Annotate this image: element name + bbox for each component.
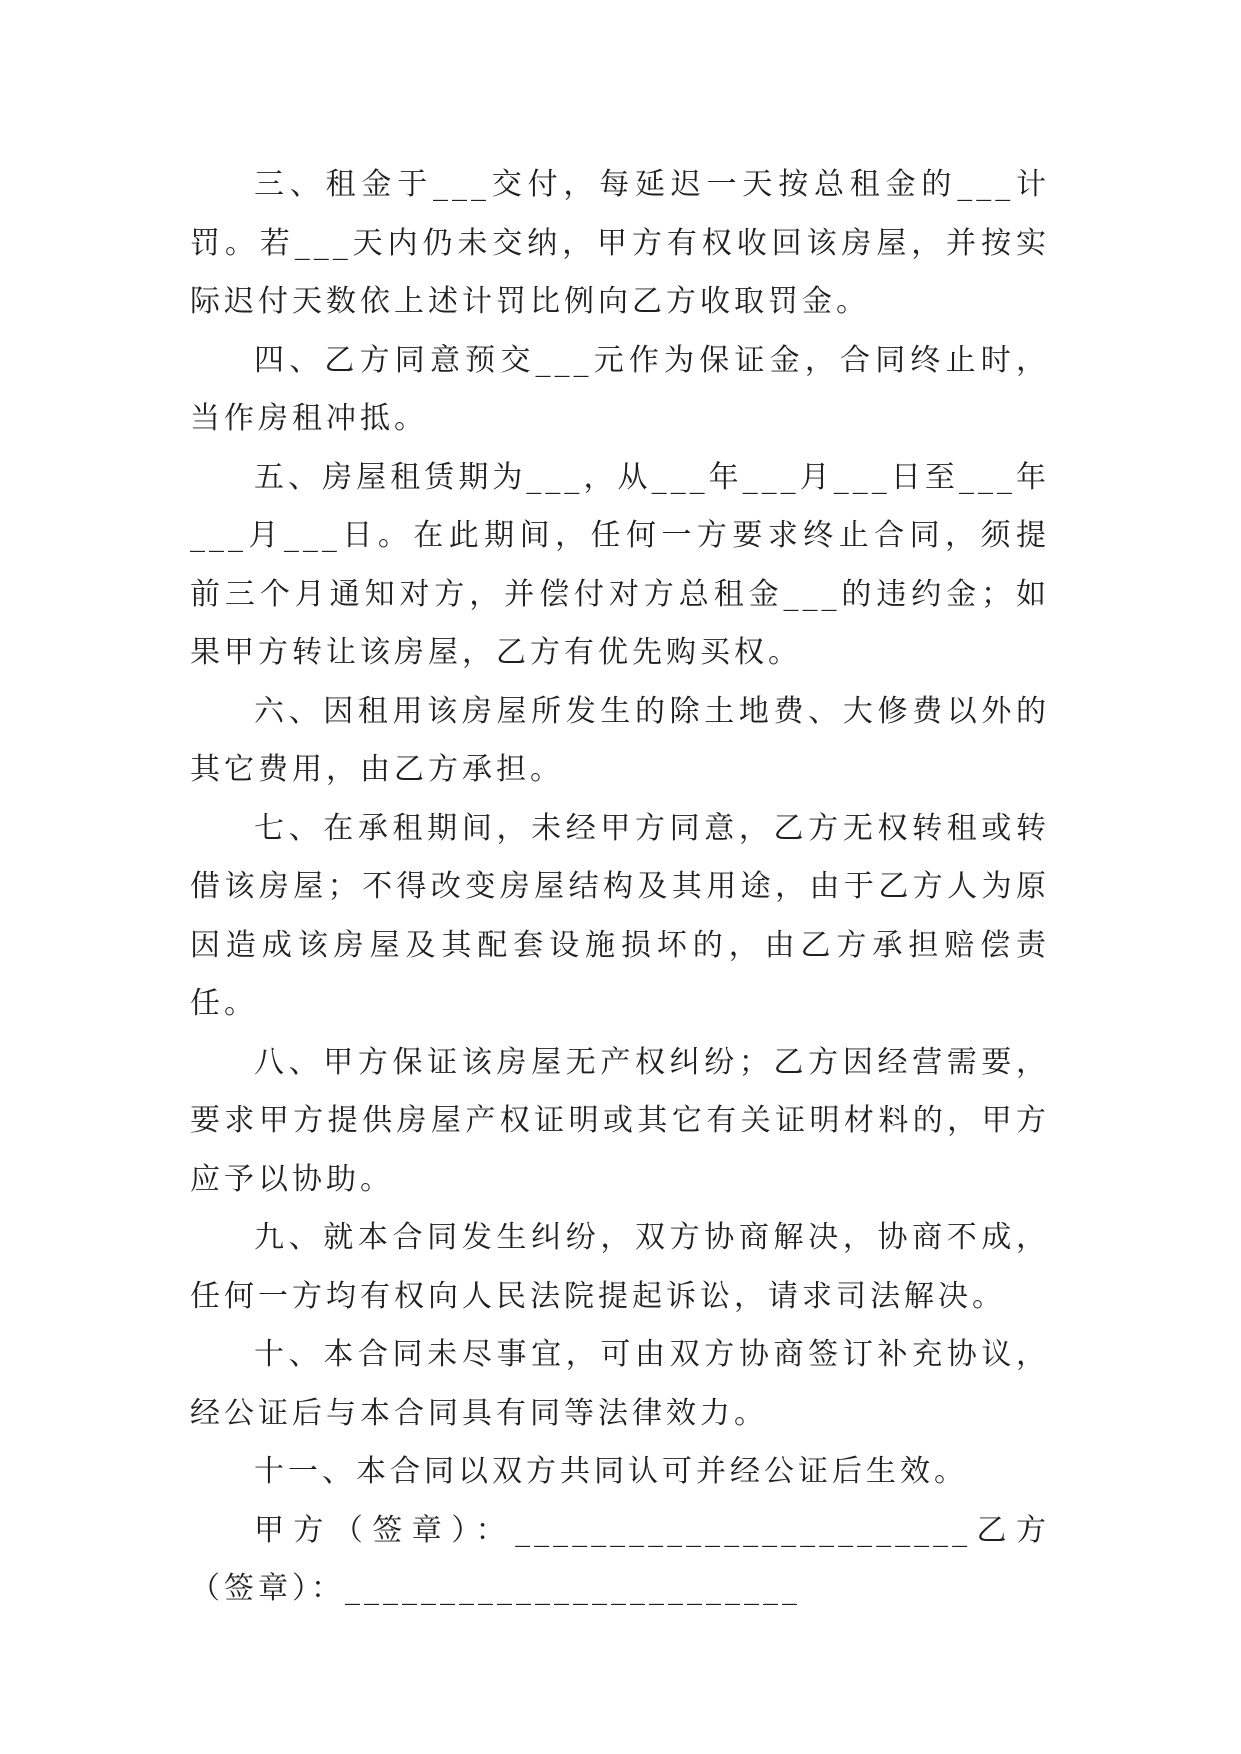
clause-8-property-rights: 八、甲方保证该房屋无产权纠纷；乙方因经营需要，要求甲方提供房屋产权证明或其它有关证明材料的，甲方应予以协助。 — [190, 1044, 1050, 1197]
signature-line: 甲方（签章）：________________________乙方（签章）：________________________ — [190, 1512, 1050, 1606]
clause-4-deposit: 四、乙方同意预交___元作为保证金，合同终止时，当作房租冲抵。 — [190, 342, 1050, 436]
clause-11-effectiveness: 十一、本合同以双方共同认可并经公证后生效。 — [254, 1454, 968, 1489]
clause-9-disputes: 九、就本合同发生纠纷，双方协商解决，协商不成，任何一方均有权向人民法院提起诉讼，请求司法解决。 — [190, 1220, 1050, 1314]
contract-body — [190, 156, 1050, 1619]
clause-7-subletting: 七、在承租期间，未经甲方同意，乙方无权转租或转借该房屋；不得改变房屋结构及其用途，由于乙方人为原因造成该房屋及其配套设施损坏的，由乙方承担赔偿责任。 — [190, 810, 1050, 1021]
clause-6-expenses: 六、因租用该房屋所发生的除土地费、大修费以外的其它费用，由乙方承担。 — [190, 693, 1050, 787]
clause-10-supplement: 十、本合同未尽事宜，可由双方协商签订补充协议，经公证后与本合同具有同等法律效力。 — [190, 1337, 1050, 1431]
clause-3-rent-payment: 三、租金于___交付，每延迟一天按总租金的___计罚。若___天内仍未交纳，甲方有权收回该房屋，并按实际迟付天数依上述计罚比例向乙方收取罚金。 — [190, 167, 1050, 319]
clause-5-lease-term: 五、房屋租赁期为___，从___年___月___日至___年___月___日。在此期间，任何一方要求终止合同，须提前三个月通知对方，并偿付对方总租金___的违约金；如果甲方转让该房屋，乙方有优先购买权。 — [190, 459, 1050, 670]
